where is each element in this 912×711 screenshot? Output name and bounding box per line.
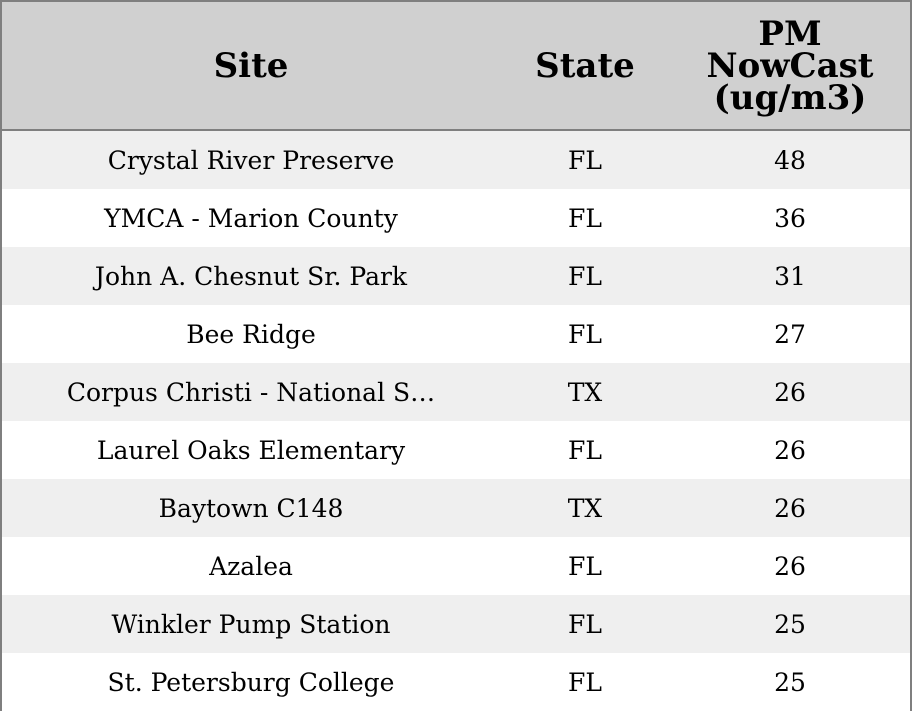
cell-pm-nowcast: 27 [774, 319, 806, 349]
cell-state: FL [568, 145, 602, 175]
cell-site: Crystal River Preserve [107, 145, 395, 175]
cell-state: TX [567, 377, 603, 407]
column-header-pm-nowcast: PM NowCast (ug/m3) [706, 13, 874, 118]
cell-site: Azalea [209, 551, 293, 581]
table-row [2, 131, 910, 189]
cell-pm-nowcast: 26 [774, 551, 806, 581]
table-row [2, 595, 910, 653]
cell-state: TX [567, 493, 603, 523]
cell-state: FL [568, 435, 602, 465]
cell-site: St. Petersburg College [107, 667, 395, 697]
cell-site: John A. Chesnut Sr. Park [94, 261, 408, 291]
cell-pm-nowcast: 25 [774, 667, 806, 697]
table-row [2, 247, 910, 305]
cell-state: FL [568, 551, 602, 581]
cell-state: FL [568, 609, 602, 639]
cell-pm-nowcast: 36 [774, 203, 806, 233]
cell-site: Laurel Oaks Elementary [96, 435, 406, 465]
column-header-state: State [535, 45, 635, 86]
table-row [2, 421, 910, 479]
cell-site: Corpus Christi - National S… [66, 377, 436, 407]
table-row [2, 537, 910, 595]
cell-pm-nowcast: 25 [774, 609, 806, 639]
column-header-site: Site [213, 45, 289, 86]
cell-site: Bee Ridge [186, 319, 316, 349]
cell-pm-nowcast: 48 [774, 145, 806, 175]
cell-state: FL [568, 667, 602, 697]
cell-pm-nowcast: 26 [774, 435, 806, 465]
table-header-row [2, 2, 910, 131]
cell-site: YMCA - Marion County [104, 203, 398, 233]
cell-site: Baytown C148 [158, 493, 344, 523]
cell-pm-nowcast: 31 [774, 261, 806, 291]
cell-site: Winkler Pump Station [111, 609, 391, 639]
cell-pm-nowcast: 26 [774, 377, 806, 407]
table-row [2, 305, 910, 363]
cell-pm-nowcast: 26 [774, 493, 806, 523]
cell-state: FL [568, 261, 602, 291]
cell-state: FL [568, 203, 602, 233]
table-row [2, 479, 910, 537]
cell-state: FL [568, 319, 602, 349]
table-row [2, 363, 910, 421]
table-row [2, 653, 910, 711]
table-row [2, 189, 910, 247]
